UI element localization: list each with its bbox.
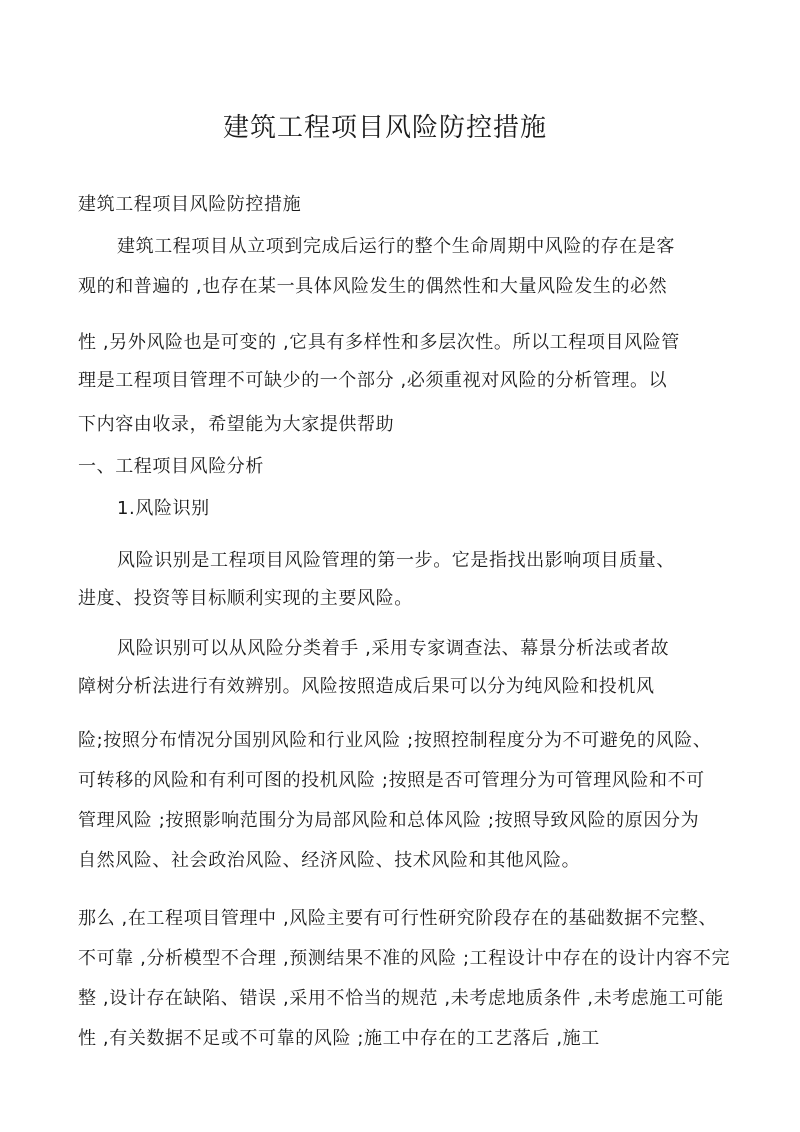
- subsection-heading: 1.风险识别: [117, 498, 210, 519]
- paragraph-line: 险;按照分布情况分国别风险和行业风险 ;按照控制程度分为不可避免的风险、: [78, 730, 712, 751]
- intro-line: 观的和普遍的 ,也存在某一具体风险发生的偶然性和大量风险发生的必然: [78, 276, 668, 297]
- paragraph-line: 进度、投资等目标顺利实现的主要风险。: [78, 588, 413, 609]
- document-title: 建筑工程项目风险防控措施: [222, 113, 547, 143]
- paragraph-line: 管理风险 ;按照影响范围分为局部风险和总体风险 ;按照导致风险的原因分为: [78, 810, 700, 831]
- intro-line: 性 ,另外风险也是可变的 ,它具有多样性和多层次性。所以工程项目风险管: [78, 332, 680, 353]
- document-subtitle: 建筑工程项目风险防控措施: [78, 194, 302, 215]
- paragraph-line: 风险识别可以从风险分类着手 ,采用专家调查法、幕景分析法或者故: [117, 638, 670, 659]
- intro-line: 下内容由收录，希望能为大家提供帮助: [78, 414, 395, 435]
- paragraph-line: 风险识别是工程项目风险管理的第一步。它是指找出影响项目质量、: [117, 550, 675, 571]
- paragraph-line: 不可靠 ,分析模型不合理 ,预测结果不准的风险 ;工程设计中存在的设计内容不完: [78, 948, 731, 969]
- paragraph-line: 可转移的风险和有利可图的投机风险 ;按照是否可管理分为可管理风险和不可: [78, 770, 705, 791]
- paragraph-line: 那么 ,在工程项目管理中 ,风险主要有可行性研究阶段存在的基础数据不完整、: [78, 908, 718, 929]
- paragraph-line: 自然风险、社会政治风险、经济风险、技术风险和其他风险。: [78, 850, 581, 871]
- paragraph-line: 性 ,有关数据不足或不可靠的风险 ;施工中存在的工艺落后 ,施工: [78, 1028, 600, 1049]
- section-heading: 一、工程项目风险分析: [78, 456, 264, 477]
- paragraph-line: 整 ,设计存在缺陷、错误 ,采用不恰当的规范 ,未考虑地质条件 ,未考虑施工可能: [78, 988, 724, 1009]
- intro-line: 建筑工程项目从立项到完成后运行的整个生命周期中风险的存在是客: [117, 236, 675, 257]
- intro-line: 理是工程项目管理不可缺少的一个部分 ,必须重视对风险的分析管理。以: [78, 370, 668, 391]
- paragraph-line: 障树分析法进行有效辨别。风险按照造成后果可以分为纯风险和投机风: [78, 676, 655, 697]
